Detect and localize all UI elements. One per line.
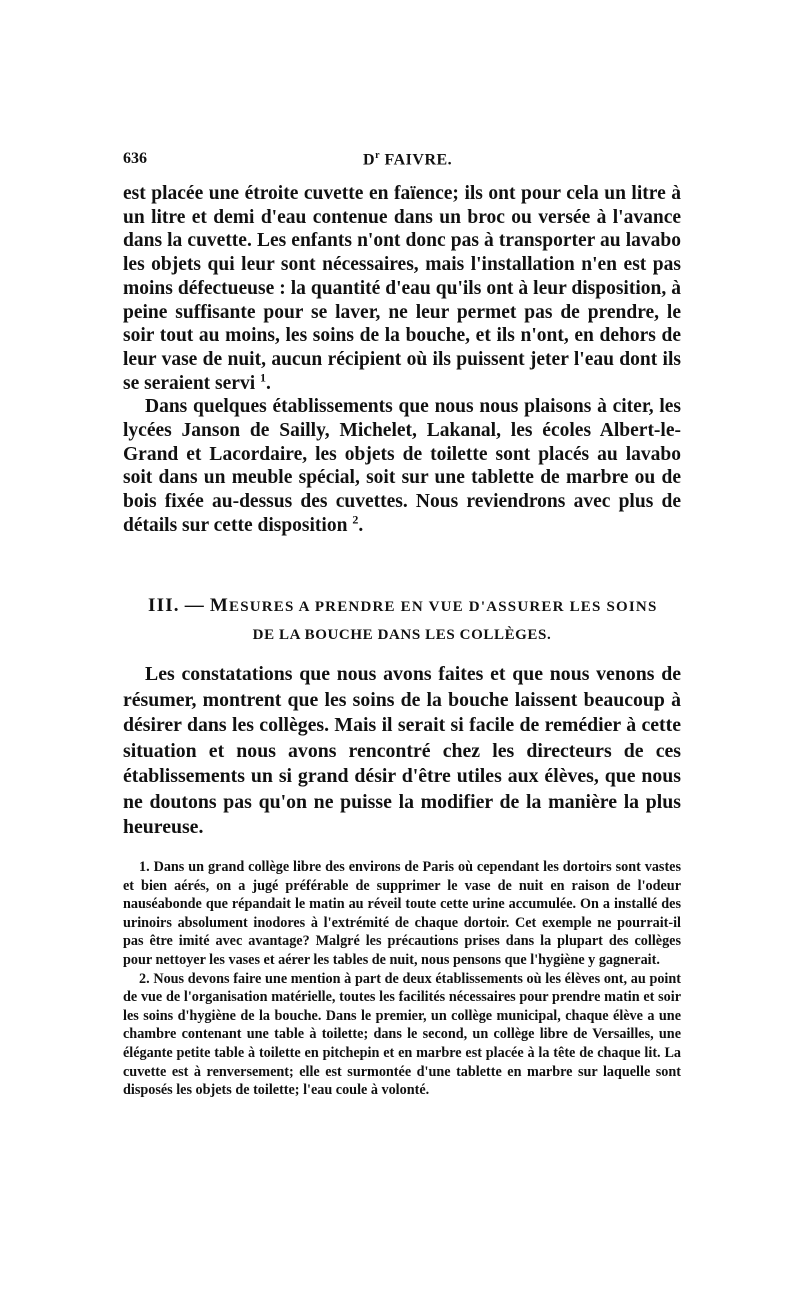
author-surname: FAIVRE. — [384, 151, 453, 169]
footnote-ref-1: 1 — [260, 370, 266, 385]
footnote-1: 1. Dans un grand collège libre des environs de Paris où cependant les dortoirs sont vastes et bien aérés, on a jugé préférable de supprimer le vase de nuit en raison de l'odeur nauséabonde que répandait le matin au réveil toute cette urine accumulée. On a installé des urinoirs absolument inodores à l'extrémité de chaque dortoir. Cet exemple ne pourrait-il pas être imité avec avantage? Malgré les précautions prises dans la plupart des collèges pour nettoyer les vases et aérer les tables de nuit, nous pensons que l'hygiène y gagnerait. — [123, 859, 681, 968]
section-dash: — — [184, 595, 205, 616]
section-body — [123, 662, 681, 841]
paragraph-2 — [123, 395, 681, 537]
section-heading — [123, 592, 681, 649]
paragraph-2-end: . — [358, 514, 364, 536]
section-heading-line-2: DE LA BOUCHE DANS LES COLLÈGES. — [252, 627, 552, 643]
section-title-initial: M — [209, 595, 229, 616]
footnote-2: 2. Nous devons faire une mention à part de deux établissements où les élèves ont, au point de vue de l'organisation matérielle, toutes les facilités nécessaires pour prendre matin et soir les soins d'hygiène de la bouche. Dans le premier, un collège municipal, chaque élève a une chambre contenant une table à toilette; dans le second, un collège libre de Versailles, une élégante petite table à toilette en pitchepin et en marbre est placée à la tête de chaque lit. La cuvette est à renversement; elle est surmontée d'une tablette en marbre sur laquelle sont disposés les objets de toilette; l'eau coule à volonté. — [123, 970, 681, 1099]
section-paragraph: Les constatations que nous avons faites et que nous venons de résumer, montrent que les soins de la bouche laissent beaucoup à désirer dans les collèges. Mais il serait si facile de remédier à cette situation et nous avons rencontré chez les directeurs de ces établissements un si grand désir d'être utiles aux élèves, que nous ne doutons pas qu'on ne puisse la modifier de la manière la plus heureuse. — [123, 663, 681, 838]
paragraph-1-text: est placée une étroite cuvette en faïence; ils ont pour cela un litre à un litre et demi d'eau contenue dans un broc ou versée à l'avance dans la cuvette. Les enfants n'ont donc pas à transporter au lavabo les objets qui leur sont nécessaires, mais l'installation n'en est pas moins défectueuse : la quantité d'eau qu'ils ont à leur disposition, à peine suffisante pour se laver, ne leur permet pas de prendre, le soir tout au moins, les soins de la bouche, et ils n'ont, en dehors de leur vase de nuit, aucun récipient où ils puissent jeter l'eau dont ils se seraient servi — [123, 183, 681, 394]
section-number: III. — [148, 595, 180, 616]
page-number: 636 — [123, 150, 147, 167]
section-heading-line-1 — [123, 592, 681, 621]
author-name — [363, 150, 452, 169]
footnotes — [123, 858, 681, 1100]
paragraph-1-end: . — [266, 372, 271, 394]
body-text — [123, 182, 681, 538]
paragraph-2-text: Dans quelques établissements que nous nous plaisons à citer, les lycées Janson de Sailly, Michelet, Lakanal, les écoles Albert-le-Grand et Lacordaire, les objets de toilette sont placés au lavabo soit dans un meuble spécial, soit sur une tablette de marbre ou de bois fixée au-dessus des cuvettes. Nous reviendrons avec plus de détails sur cette disposition — [123, 396, 681, 536]
section-title-rest: ESURES A PRENDRE EN VUE D'ASSURER LES SOINS — [228, 599, 658, 615]
paragraph-1 — [123, 182, 681, 395]
footnote-ref-2: 2 — [352, 512, 359, 527]
running-head — [123, 150, 683, 172]
author-prefix: D — [363, 151, 376, 169]
author-sup: r — [375, 150, 381, 161]
